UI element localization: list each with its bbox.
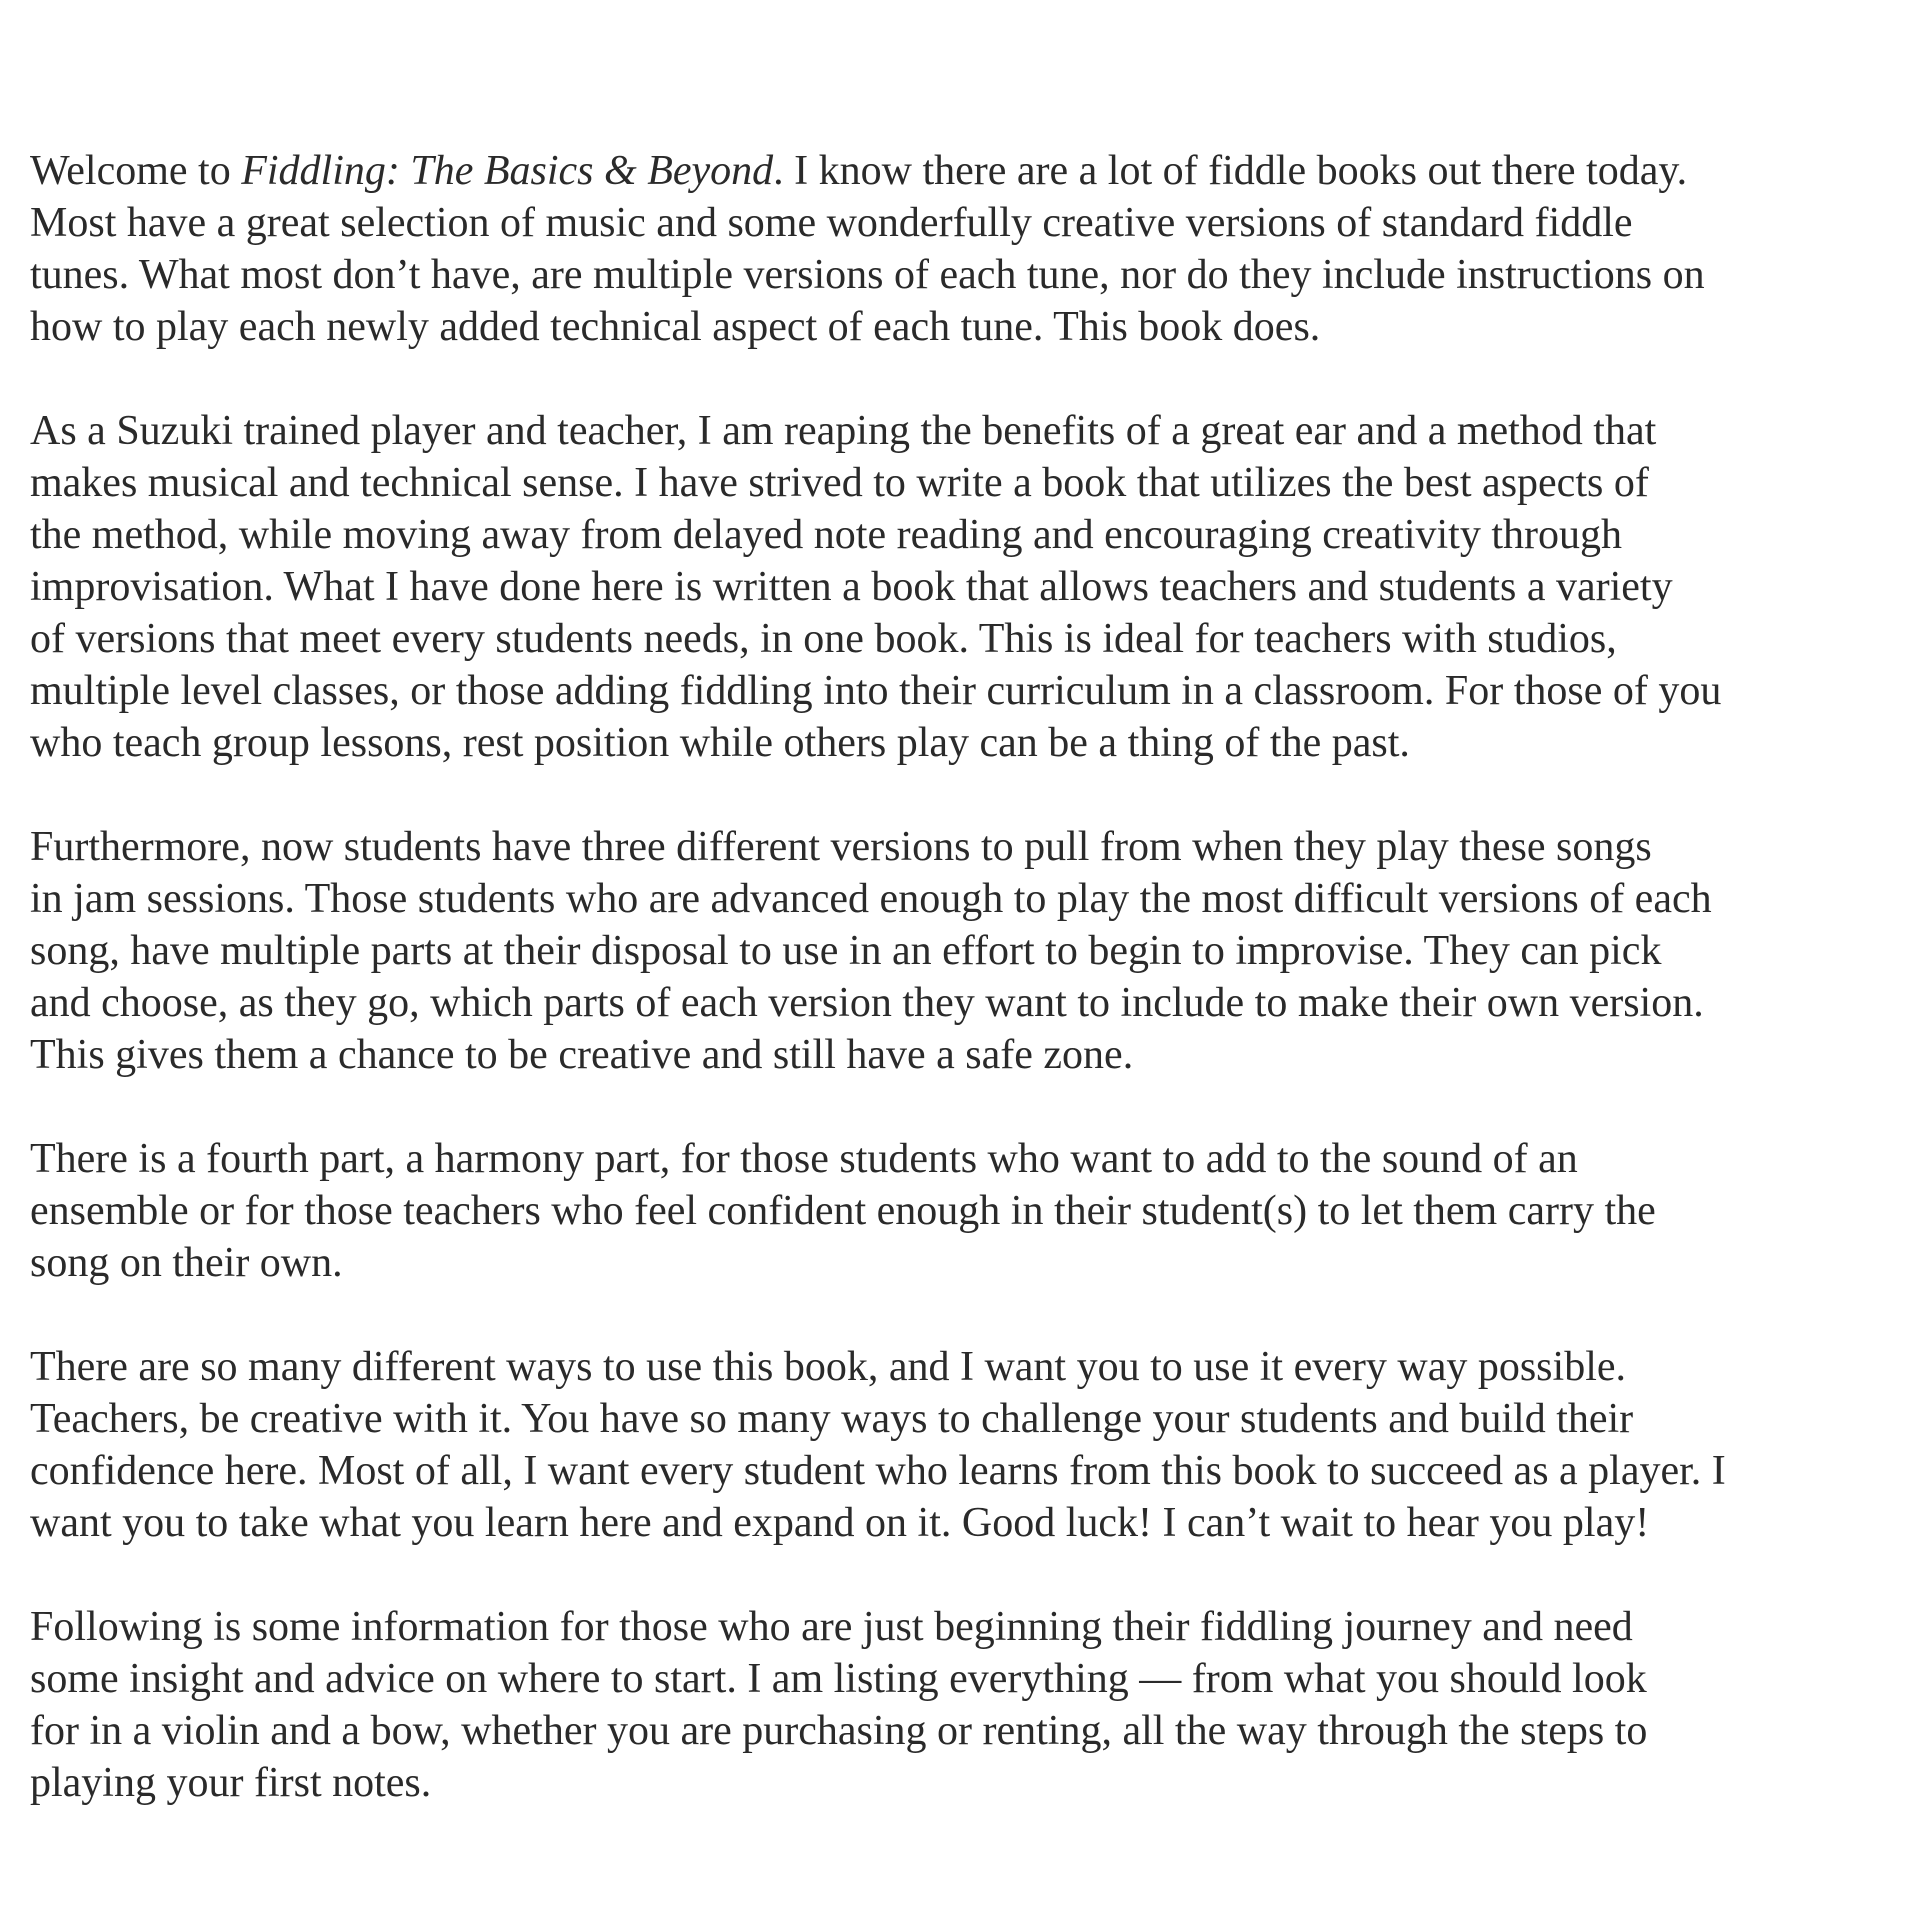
text-line: for in a violin and a bow, whether you are purchasing or renting, all the way through the steps to: [30, 1708, 1648, 1754]
text-line: There are so many different ways to use this book, and I want you to use it every way possible.: [30, 1344, 1626, 1390]
text-line: of versions that meet every students needs, in one book. This is ideal for teachers with studios,: [30, 616, 1617, 662]
text-line: As a Suzuki trained player and teacher, I am reaping the benefits of a great ear and a method that: [30, 408, 1657, 454]
text-line: Welcome to Fiddling: The Basics & Beyond. I know there are a lot of fiddle books out there today.: [30, 148, 1688, 194]
paragraph-ways-to-use: [30, 1341, 1900, 1549]
text-line: There is a fourth part, a harmony part, for those students who want to add to the sound of an: [30, 1136, 1578, 1182]
paragraph-following: [30, 1601, 1900, 1809]
text-line: multiple level classes, or those adding fiddling into their curriculum in a classroom. For those of you: [30, 668, 1722, 714]
text-line: Most have a great selection of music and some wonderfully creative versions of standard fiddle: [30, 200, 1633, 246]
text-line: Teachers, be creative with it. You have so many ways to challenge your students and build their: [30, 1396, 1634, 1442]
text-line: the method, while moving away from delayed note reading and encouraging creativity through: [30, 512, 1623, 558]
paragraph-harmony: [30, 1133, 1900, 1289]
text-line: who teach group lessons, rest position while others play can be a thing of the past.: [30, 720, 1410, 766]
text-line: song, have multiple parts at their disposal to use in an effort to begin to improvise. They can pick: [30, 928, 1662, 974]
text-line: some insight and advice on where to start. I am listing everything — from what you should look: [30, 1656, 1647, 1702]
book-title: Fiddling: The Basics & Beyond: [241, 148, 774, 194]
paragraph-furthermore: [30, 821, 1900, 1081]
text-line: want you to take what you learn here and expand on it. Good luck! I can’t wait to hear you play!: [30, 1500, 1650, 1546]
document-body: [30, 145, 1900, 1861]
text-line: Furthermore, now students have three different versions to pull from when they play these songs: [30, 824, 1652, 870]
text-line: song on their own.: [30, 1240, 343, 1286]
text-line: tunes. What most don’t have, are multiple versions of each tune, nor do they include instructions on: [30, 252, 1705, 298]
text-line: makes musical and technical sense. I have strived to write a book that utilizes the best aspects of: [30, 460, 1649, 506]
paragraph-suzuki: [30, 405, 1900, 769]
text-line: improvisation. What I have done here is written a book that allows teachers and students a variety: [30, 564, 1673, 610]
text-line: playing your first notes.: [30, 1760, 432, 1806]
text-line: and choose, as they go, which parts of each version they want to include to make their own version.: [30, 980, 1704, 1026]
text-line: Following is some information for those who are just beginning their fiddling journey and need: [30, 1604, 1633, 1650]
paragraph-welcome: [30, 145, 1900, 353]
text-line: ensemble or for those teachers who feel confident enough in their student(s) to let them carry the: [30, 1188, 1656, 1234]
text-line: confidence here. Most of all, I want every student who learns from this book to succeed as a player. I: [30, 1448, 1726, 1494]
text-line: This gives them a chance to be creative and still have a safe zone.: [30, 1032, 1134, 1078]
text-line: how to play each newly added technical aspect of each tune. This book does.: [30, 304, 1321, 350]
text-line: in jam sessions. Those students who are advanced enough to play the most difficult versions of each: [30, 876, 1712, 922]
